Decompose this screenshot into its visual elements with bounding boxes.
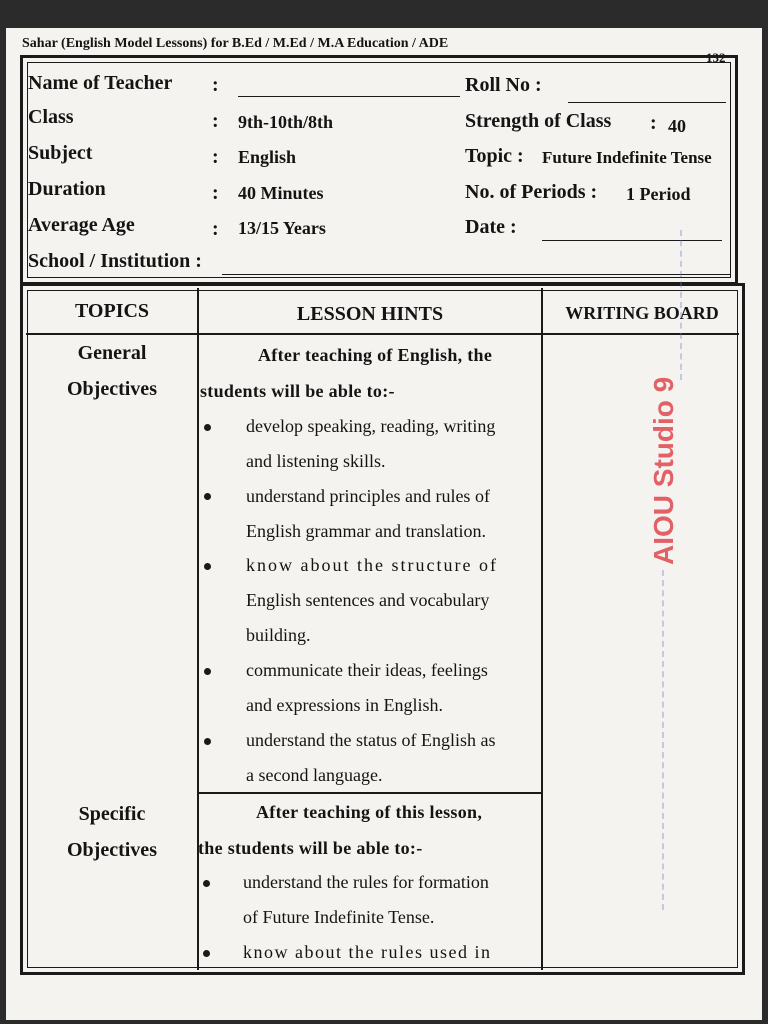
list-item-cont: and listening skills. [246, 451, 386, 471]
class-value: 9th-10th/8th [238, 112, 334, 132]
column-divider [197, 288, 199, 970]
colon: : [212, 74, 219, 96]
section-divider [197, 792, 542, 794]
roll-label: Roll No : [465, 74, 542, 96]
date-label: Date : [465, 216, 517, 238]
colon: : [212, 182, 219, 204]
topic-value: Future Indefinite Tense [542, 148, 712, 167]
bullet-icon [203, 950, 210, 957]
bullet-icon [204, 563, 211, 570]
general-lead-line2: students will be able to:- [200, 381, 395, 401]
topic-general: General Objectives [67, 342, 157, 400]
list-item-cont: a second language. [246, 765, 383, 785]
strength-label: Strength of Class [465, 110, 612, 132]
periods-value: 1 Period [626, 184, 691, 204]
school-label: School / Institution : [28, 250, 202, 272]
list-item: understand the rules for formation [243, 872, 489, 892]
colon: : [212, 110, 219, 132]
school-blank [222, 274, 730, 275]
roll-blank [568, 102, 726, 103]
column-divider [541, 288, 543, 970]
periods-label: No. of Periods : [465, 181, 598, 203]
class-label: Class [28, 106, 74, 128]
bullet-icon [204, 738, 211, 745]
topic-label: Topic : [465, 145, 524, 167]
duration-value: 40 Minutes [238, 183, 324, 203]
list-item-cont: English sentences and vocabulary [246, 590, 490, 610]
teacher-label: Name of Teacher [28, 72, 173, 94]
teacher-blank [238, 96, 460, 97]
general-lead-line1: After teaching of English, the [258, 345, 493, 365]
list-item-cont: English grammar and translation. [246, 521, 486, 541]
list-item: know about the rules used in [243, 942, 492, 962]
colon: : [650, 112, 657, 134]
subject-label: Subject [28, 142, 93, 164]
list-item-cont: of Future Indefinite Tense. [243, 907, 435, 927]
page-number: 132 [706, 50, 726, 65]
bullet-icon [203, 880, 210, 887]
subject-value: English [238, 147, 297, 167]
watermark-script [680, 230, 684, 380]
list-item: understand the status of English as [246, 730, 496, 750]
list-item: understand principles and rules of [246, 486, 490, 506]
column-header-topics: TOPICS [74, 300, 150, 322]
watermark-script [662, 570, 666, 910]
list-item: know about the structure of [246, 555, 498, 575]
list-item-cont: building. [246, 625, 311, 645]
topic-specific: Specific Objectives [67, 803, 157, 861]
specific-lead-line1: After teaching of this lesson, [256, 802, 483, 822]
age-value: 13/15 Years [238, 218, 326, 238]
colon: : [212, 218, 219, 240]
strength-value: 40 [668, 116, 686, 136]
date-blank [542, 240, 722, 241]
list-item: communicate their ideas, feelings [246, 660, 488, 680]
list-item: develop speaking, reading, writing [246, 416, 496, 436]
age-label: Average Age [28, 214, 135, 236]
watermark: AIOU Studio 9 [648, 376, 679, 565]
specific-lead-line2: the students will be able to:- [198, 838, 423, 858]
bullet-icon [204, 668, 211, 675]
bullet-icon [204, 493, 211, 500]
duration-label: Duration [28, 178, 106, 200]
column-header-lesson-hints: LESSON HINTS [296, 303, 444, 325]
colon: : [212, 146, 219, 168]
list-item-cont: and expressions in English. [246, 695, 443, 715]
book-title: Sahar (English Model Lessons) for B.Ed / M.Ed / M.A Education / ADE [22, 36, 449, 51]
column-header-writing-board: WRITING BOARD [565, 303, 719, 323]
bullet-icon [204, 424, 211, 431]
